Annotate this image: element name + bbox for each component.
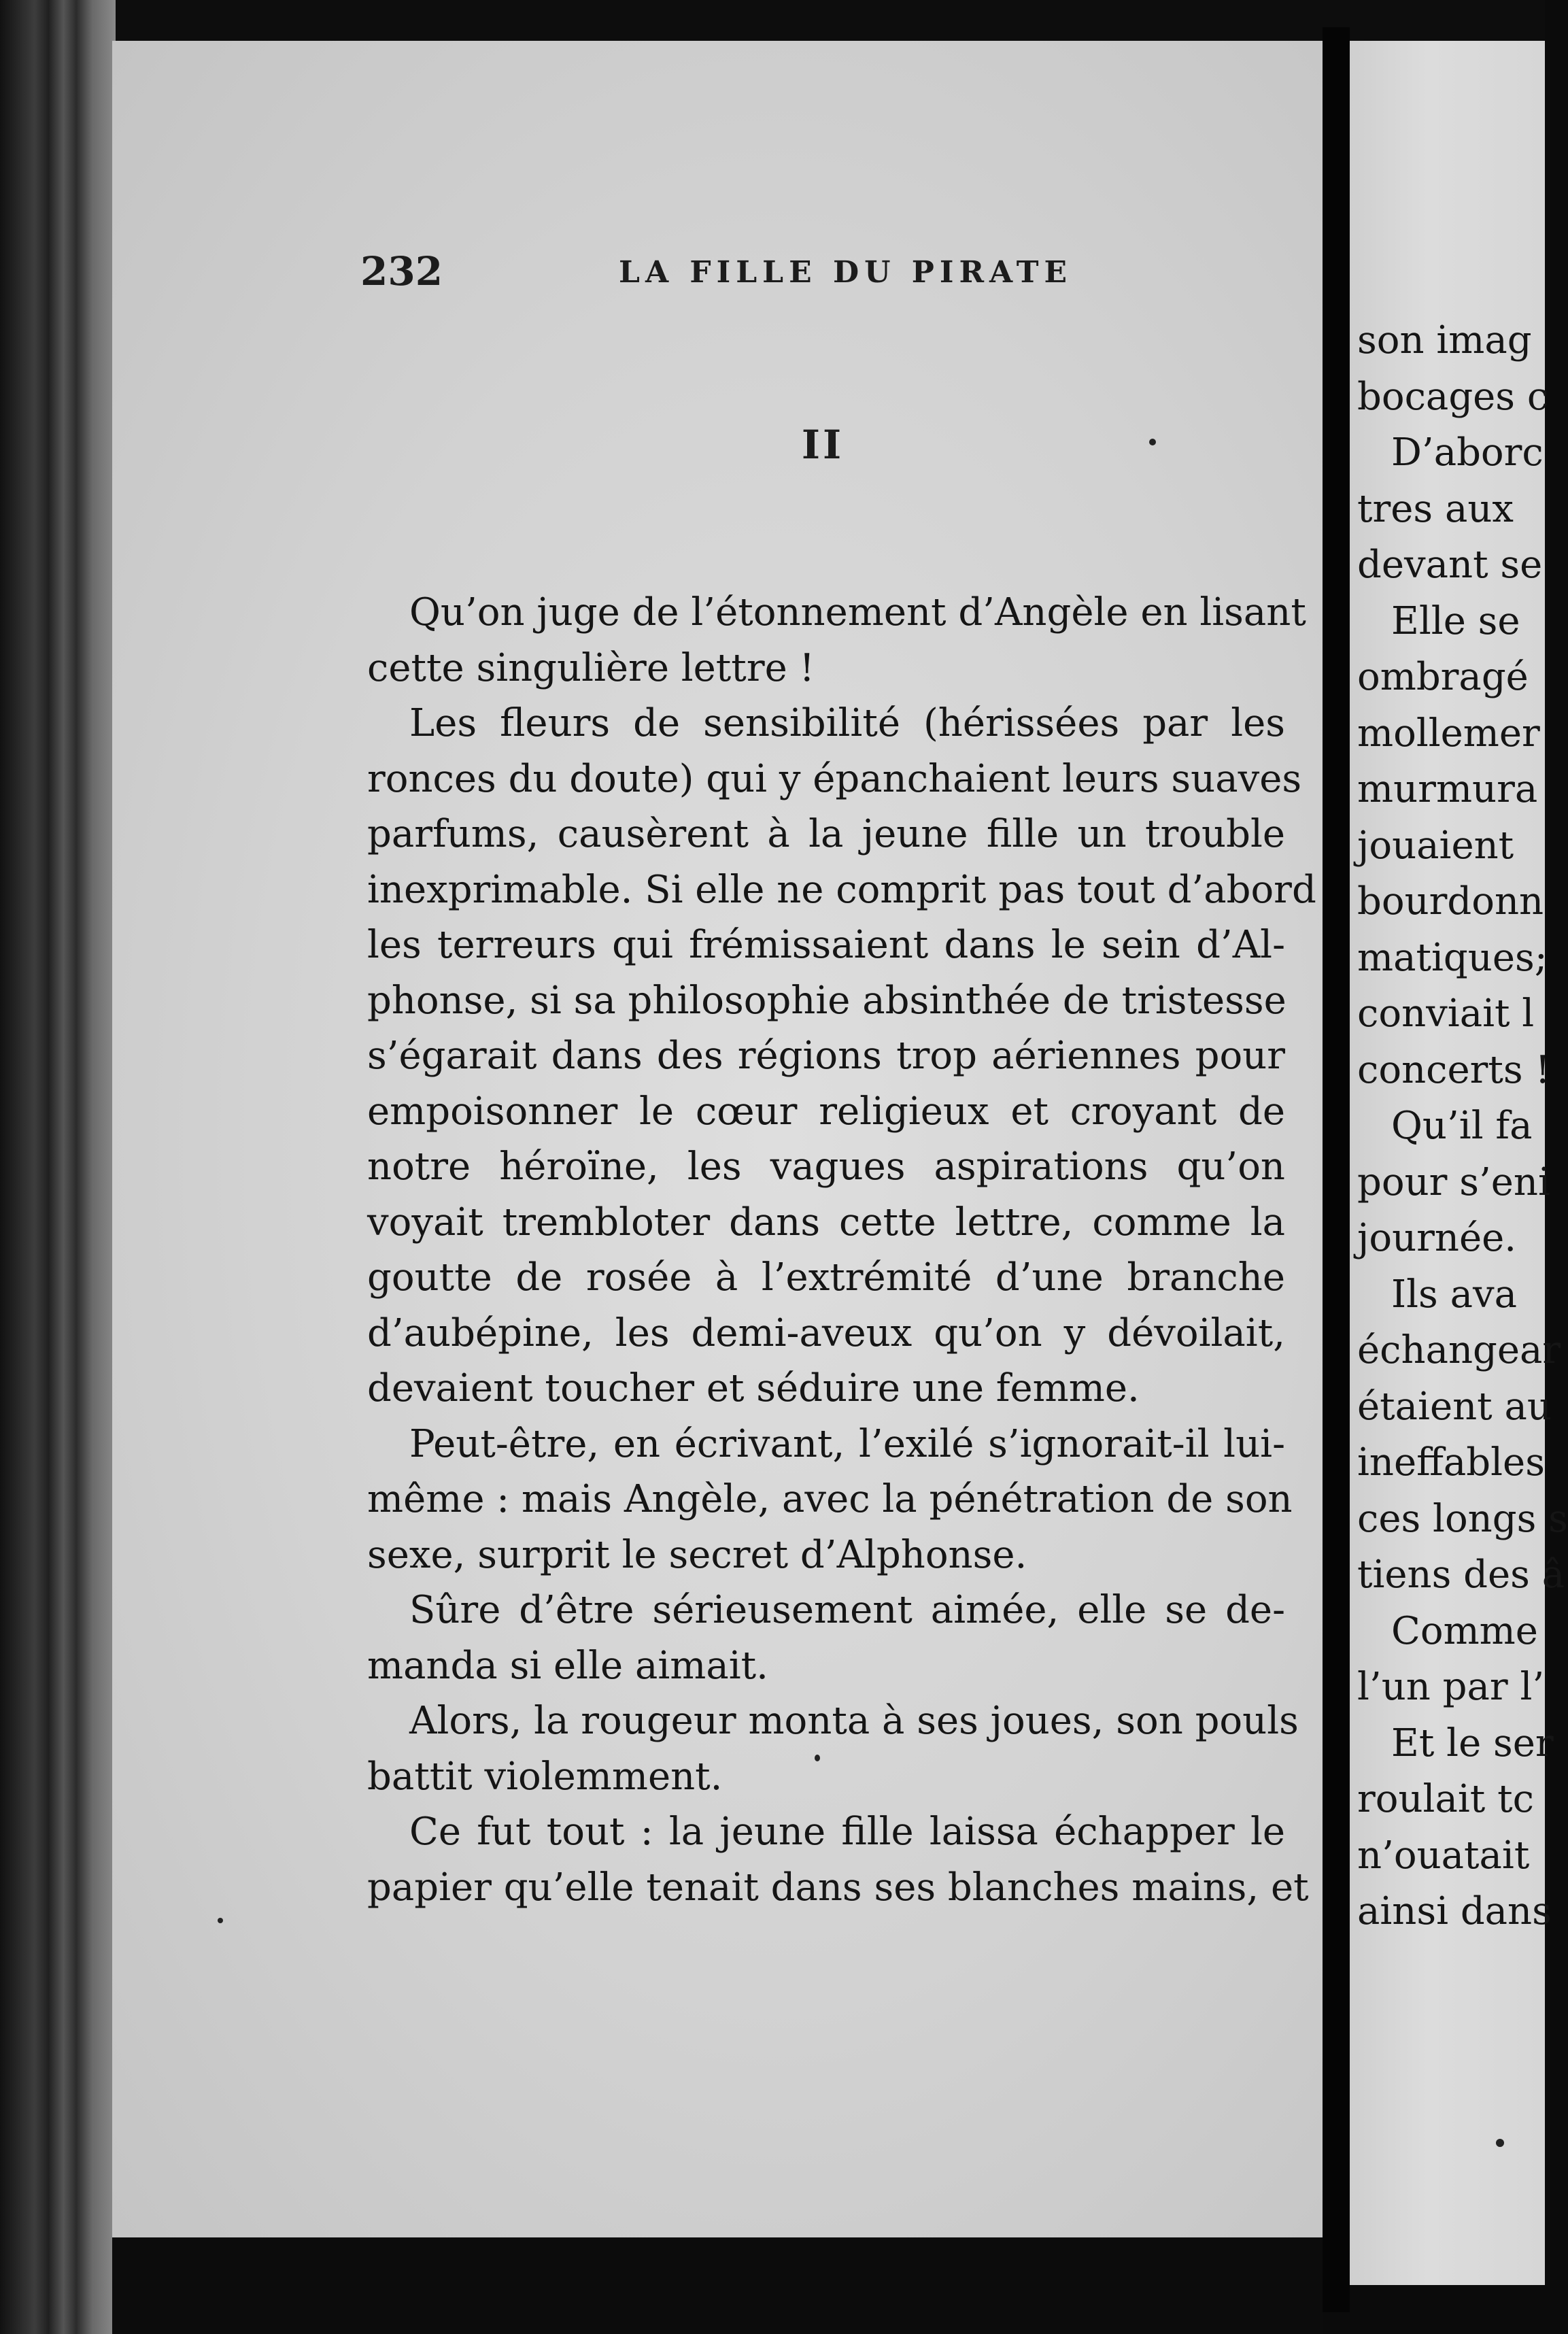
text-line-cut: bourdonn xyxy=(1357,879,1544,924)
text-line: devaient toucher et séduire une femme. xyxy=(367,1366,1140,1410)
text-line-cut: concerts ! xyxy=(1357,1047,1550,1092)
text-line-cut: ineffables xyxy=(1357,1440,1545,1485)
text-line-cut: Qu’il fa xyxy=(1391,1104,1533,1148)
running-title: LA FILLE DU PIRATE xyxy=(619,255,1073,290)
scan-top-border xyxy=(0,0,1545,41)
text-line-cut: murmura xyxy=(1357,767,1538,811)
text-line: sexe, surprit le secret d’Alphonse. xyxy=(367,1532,1027,1577)
text-line-cut: ces longs s xyxy=(1357,1496,1568,1541)
text-line: s’égarait dans des régions trop aériennes pour xyxy=(367,1034,1285,1078)
text-line-cut: tiens des â xyxy=(1357,1553,1565,1597)
text-line-cut: ombragé xyxy=(1357,655,1529,699)
text-line: Ce fut tout : la jeune fille laissa échapper le xyxy=(409,1810,1285,1854)
text-line: goutte de rosée à l’extrémité d’une branche xyxy=(367,1255,1285,1300)
text-line-cut: mollemer xyxy=(1357,711,1540,756)
running-head xyxy=(360,248,1217,296)
text-line-cut: Comme xyxy=(1391,1608,1538,1653)
text-line: phonse, si sa philosophie absinthée de tristesse xyxy=(367,978,1286,1023)
text-line-cut: matiques; xyxy=(1357,935,1548,980)
print-speck xyxy=(1496,2139,1504,2147)
text-line: Sûre d’être sérieusement aimée, elle se de- xyxy=(409,1588,1285,1632)
text-line-cut: pour s’eni xyxy=(1357,1160,1550,1204)
text-line-cut: étaient au xyxy=(1357,1384,1552,1429)
text-line: inexprimable. Si elle ne comprit pas tout d’abord xyxy=(367,867,1316,912)
book-spine-edge xyxy=(0,0,116,2334)
text-line: battit violemment. xyxy=(367,1754,723,1799)
text-line: empoisonner le cœur religieux et croyant de xyxy=(367,1089,1285,1134)
text-line-cut: conviait l xyxy=(1357,992,1535,1036)
text-line-cut: ainsi dans xyxy=(1357,1889,1552,1933)
print-speck xyxy=(815,1755,820,1761)
text-line: les terreurs qui frémissaient dans le sein d’Al- xyxy=(367,923,1285,967)
text-line: notre héroïne, les vagues aspirations qu’on xyxy=(367,1145,1285,1189)
left-page-body-text xyxy=(367,585,1316,1915)
text-line-cut: roulait tc xyxy=(1357,1777,1534,1821)
text-line-cut: devant se xyxy=(1357,543,1543,587)
print-speck xyxy=(218,1918,223,1923)
text-line-cut: Et le ser xyxy=(1391,1721,1554,1765)
text-line: Qu’on juge de l’étonnement d’Angèle en lisant xyxy=(409,590,1306,635)
text-line-cut: Ils ava xyxy=(1391,1272,1517,1317)
page-number: 232 xyxy=(360,248,443,294)
text-line: voyait trembloter dans cette lettre, comme la xyxy=(367,1200,1285,1245)
text-line-cut: bocages c xyxy=(1357,374,1549,419)
text-line: Alors, la rougeur monta à ses joues, son pouls xyxy=(409,1699,1299,1743)
text-line: Peut-être, en écrivant, l’exilé s’ignorait-il lui- xyxy=(409,1421,1285,1466)
text-line-cut: D’aborc xyxy=(1391,430,1544,475)
text-line: parfums, causèrent à la jeune fille un trouble xyxy=(367,812,1285,856)
text-line: Les fleurs de sensibilité (hérissées par les xyxy=(409,701,1285,745)
text-line: même : mais Angèle, avec la pénétration de son xyxy=(367,1477,1293,1521)
scan-bottom-border xyxy=(112,2237,1323,2334)
text-line: manda si elle aimait. xyxy=(367,1643,768,1688)
text-line: ronces du doute) qui y épanchaient leurs suaves xyxy=(367,756,1302,801)
text-line-cut: jouaient xyxy=(1357,823,1514,868)
text-line-cut: journée. xyxy=(1357,1216,1517,1260)
text-line-cut: son imag xyxy=(1357,318,1532,362)
text-line: cette singulière lettre ! xyxy=(367,645,815,690)
text-line-cut: n’ouatait xyxy=(1357,1833,1530,1878)
chapter-heading: II xyxy=(801,422,845,468)
text-line-cut: tres aux xyxy=(1357,486,1514,531)
text-line: d’aubépine, les demi-aveux qu’on y dévoilait, xyxy=(367,1310,1285,1355)
text-line-cut: l’un par l’ xyxy=(1357,1665,1545,1709)
text-line-cut: échangear xyxy=(1357,1328,1561,1372)
text-line-cut: Elle se xyxy=(1391,598,1520,643)
page-gutter xyxy=(1323,27,1350,2312)
print-speck xyxy=(1149,439,1156,445)
text-line: papier qu’elle tenait dans ses blanches mains, et xyxy=(367,1865,1309,1910)
right-page-body-text xyxy=(1357,313,1568,1940)
